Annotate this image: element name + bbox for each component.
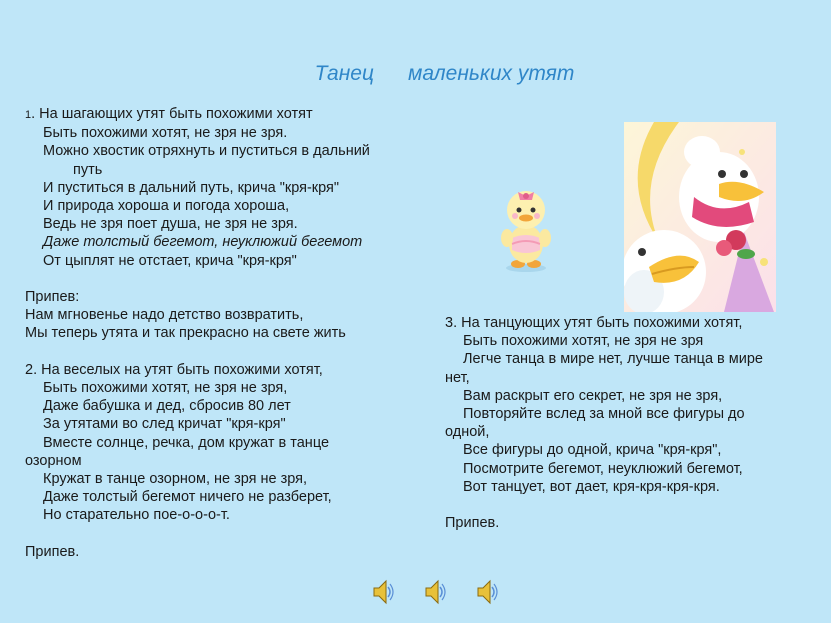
verse-1-line: Даже толстый бегемот, неуклюжий бегемот (43, 234, 363, 251)
verse-1-line: И пуститься в дальний путь, крича "кря-кря" (43, 179, 340, 196)
left-column (25, 105, 420, 561)
verse-1-line: И природа хороша и погода хороша, (43, 198, 290, 215)
chorus-heading: Припев: (25, 289, 80, 306)
duckling-illustration (496, 180, 556, 275)
verse-1-line: От цыплят не отстает, крича "кря-кря" (43, 252, 297, 269)
verse-1-line: путь (73, 161, 103, 178)
page-title (0, 62, 831, 86)
refrain-label: Припев. (445, 515, 500, 532)
ducks-illustration (624, 122, 776, 312)
verse-3-line: Быть похожими хотят, не зря не зря (463, 333, 704, 350)
verse-2-line: Быть похожими хотят, не зря не зря, (43, 380, 288, 397)
verse-2-line: озорном (25, 452, 82, 469)
verse-3-line: Посмотрите бегемот, неуклюжий бегемот, (463, 460, 743, 477)
verse-2-line: Даже бабушка и дед, сбросив 80 лет (43, 398, 291, 415)
verse-3-line: Все фигуры до одной, крича "кря-кря", (463, 442, 722, 459)
verse-2-line: Но старательно пое-о-о-о-т. (43, 507, 230, 524)
verse-3-line: Легче танца в мире нет, лучше танца в мире (463, 351, 763, 368)
verse-2-line: 2. На веселых на утят быть похожими хотят, (25, 361, 323, 378)
verse-1-line: Быть похожими хотят, не зря не зря. (43, 125, 288, 142)
verse-3-line: Вот танцует, вот дает, кря-кря-кря-кря. (463, 478, 720, 495)
right-column (445, 314, 815, 532)
verse-1-number: 1 (25, 109, 32, 121)
verse-2-line: За утятами во след кричат "кря-кря" (43, 416, 286, 433)
verse-3-line: 3. На танцующих утят быть похожими хотят, (445, 315, 743, 331)
chorus-line: Мы теперь утята и так прекрасно на свете жить (25, 325, 346, 342)
verse-2-line: Кружат в танце озорном, не зря не зря, (43, 471, 308, 488)
speaker-icon[interactable] (476, 578, 498, 606)
verse-3-line: Вам раскрыт его секрет, не зря не зря, (463, 387, 723, 404)
chorus-line: Нам мгновенье надо детство возвратить, (25, 307, 304, 324)
title-part-1: Танец (314, 62, 374, 85)
verse-3-line: Повторяйте вслед за мной все фигуры до (463, 406, 745, 423)
speaker-icon[interactable] (372, 578, 394, 606)
verse-2-line: Даже толстый бегемот ничего не разберет, (43, 489, 332, 506)
verse-3-line: нет, (445, 369, 470, 386)
speaker-icon[interactable] (424, 578, 446, 606)
verse-1-line: 1. На шагающих утят быть похожими хотят (25, 106, 313, 122)
verse-3-line: одной, (445, 424, 490, 441)
title-part-2: маленьких утят (407, 62, 575, 85)
verse-1-line: Ведь не зря поет душа, не зря не зря. (43, 216, 298, 233)
verse-2-line: Вместе солнце, речка, дом кружат в танце (43, 434, 330, 451)
verse-1-line: Можно хвостик отряхнуть и пуститься в дальний (43, 143, 370, 160)
refrain-label: Припев. (25, 543, 80, 560)
